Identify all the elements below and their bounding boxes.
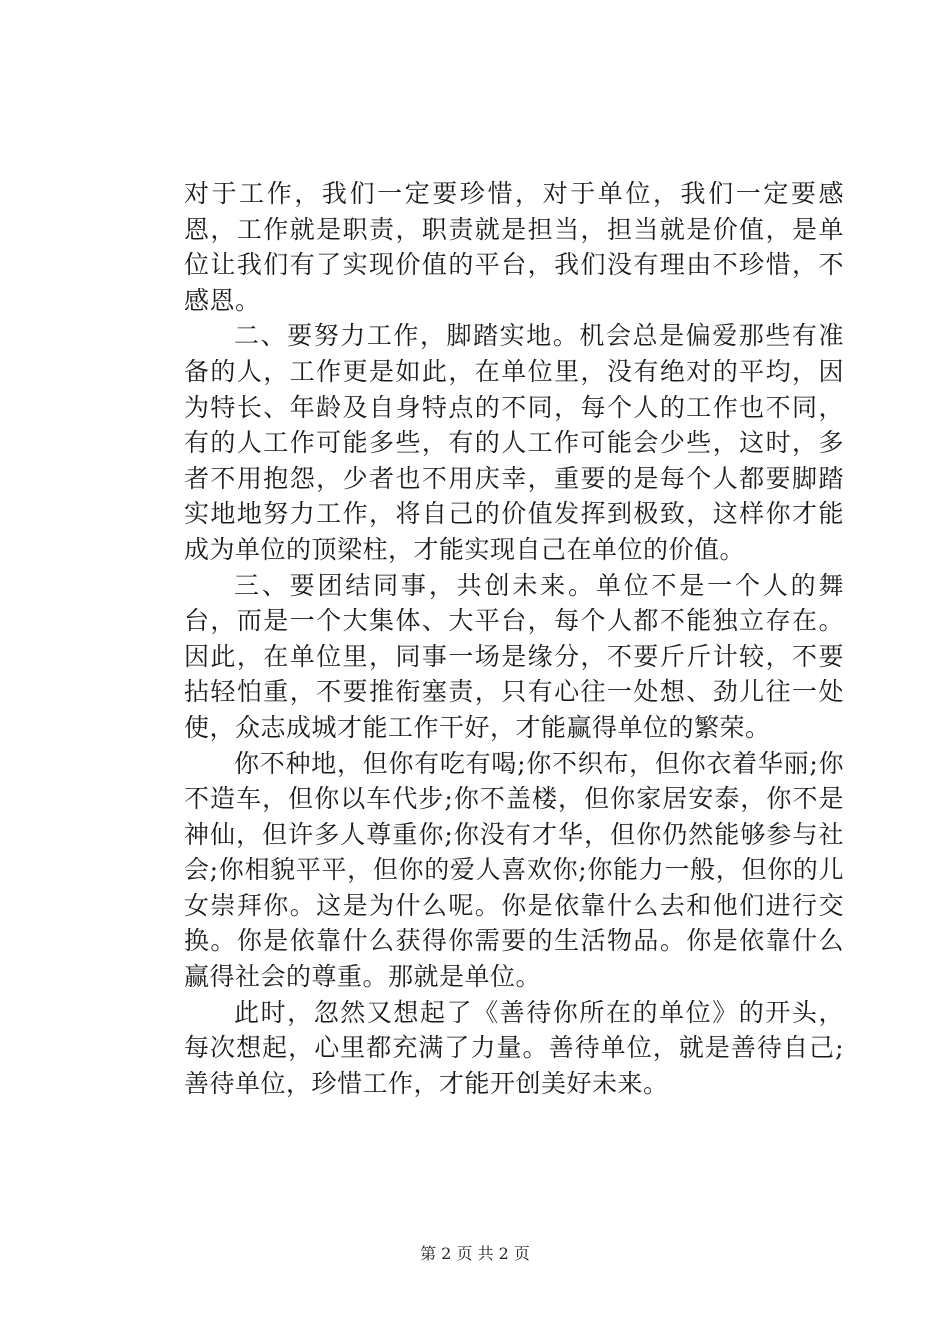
paragraph-3: 三、要团结同事，共创未来。单位不是一个人的舞台，而是一个大集体、大平台，每个人都不能独立存在。因此，在单位里，同事一场是缘分，不要斤斤计较，不要拈轻怕重，不要推衔塞责，只有心往一处想、劲儿往一处使，众志成城才能工作干好，才能赢得单位的繁荣。 (184, 570, 844, 742)
paragraph-1: 对于工作，我们一定要珍惜，对于单位，我们一定要感恩，工作就是职责，职责就是担当，担当就是价值，是单位让我们有了实现价值的平台，我们没有理由不珍惜，不感恩。 (184, 179, 844, 315)
paragraph-2: 二、要努力工作，脚踏实地。机会总是偏爱那些有准备的人，工作更是如此，在单位里，没有绝对的平均，因为特长、年龄及自身特点的不同，每个人的工作也不同，有的人工作可能多些，有的人工作可能会少些，这时，多者不用抱怨，少者也不用庆幸，重要的是每个人都要脚踏实地地努力工作，将自己的价值发挥到极致，这样你才能成为单位的顶梁柱，才能实现自己在单位的价值。 (184, 321, 844, 564)
paragraph-4: 你不种地，但你有吃有喝;你不织布，但你衣着华丽;你不造车，但你以车代步;你不盖楼，但你家居安泰，你不是神仙，但许多人尊重你;你没有才华，但你仍然能够参与社会;你相貌平平，但你的爱人喜欢你;你能力一般，但你的儿女崇拜你。这是为什么呢。你是依靠什么去和他们进行交换。你是依靠什么获得你需要的生活物品。你是依靠什么赢得社会的尊重。那就是单位。 (184, 748, 844, 992)
page-number-label: 第 2 页 共 2 页 (420, 1244, 530, 1263)
page-footer (0, 1244, 950, 1264)
paragraph-5: 此时，忽然又想起了《善待你所在的单位》的开头，每次想起，心里都充满了力量。善待单位，就是善待自己;善待单位，珍惜工作，才能开创美好未来。 (184, 997, 844, 1098)
document-body (184, 176, 844, 1101)
